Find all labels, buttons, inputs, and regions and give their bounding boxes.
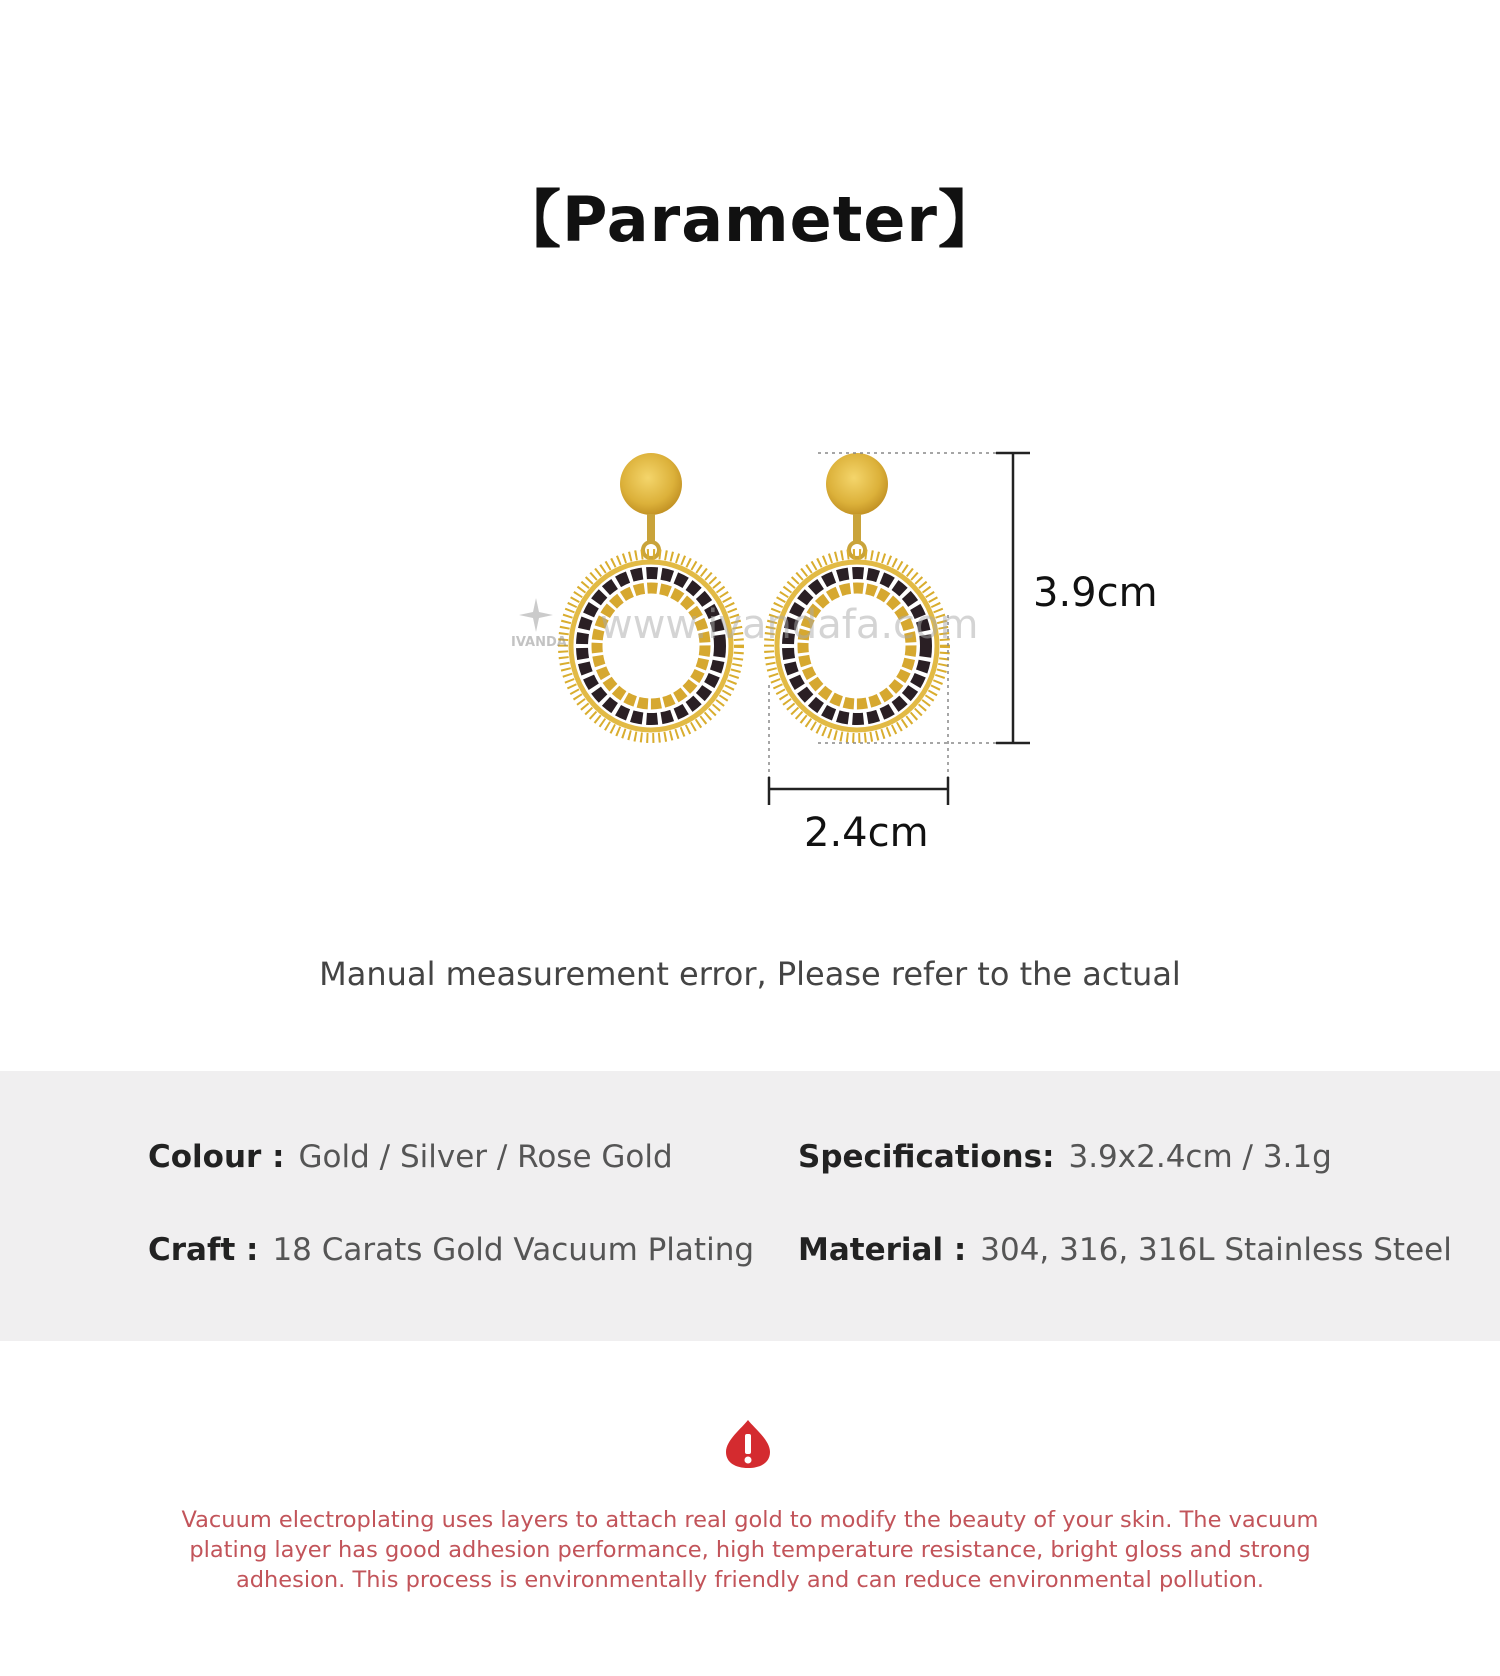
earring-right: [769, 453, 945, 738]
page-title: 【Parameter】: [499, 183, 1001, 256]
spec-craft-label: Craft :: [148, 1232, 259, 1268]
spec-specifications-value: 3.9x2.4cm / 3.1g: [1068, 1139, 1332, 1175]
spec-colour-label: Colour :: [148, 1139, 285, 1175]
spec-craft-value: 18 Carats Gold Vacuum Plating: [272, 1232, 755, 1268]
exclamation-icon: [724, 1418, 772, 1470]
watermark-brand: IVANDA: [511, 635, 567, 650]
spec-specifications-label: Specifications:: [798, 1139, 1055, 1175]
earring-left: [563, 453, 739, 738]
spec-craft: [148, 1232, 754, 1268]
width-label: 2.4cm: [804, 810, 929, 856]
height-measure: [996, 453, 1030, 743]
watermark-site: www.ivandafa.com: [600, 602, 979, 648]
spec-specifications: [798, 1139, 1332, 1175]
plating-warning-text: Vacuum electroplating uses layers to attach real gold to modify the beauty of your skin. The vacuum plating layer has good adhesion performance, high temperature resistance, bright gloss and strong adhesion. This process is environmentally friendly and can reduce environmental pollution.: [181, 1507, 1319, 1593]
spec-material-label: Material :: [798, 1232, 967, 1268]
spec-colour: [148, 1139, 673, 1175]
width-measure: [769, 777, 948, 805]
spec-colour-value: Gold / Silver / Rose Gold: [298, 1139, 673, 1175]
height-label: 3.9cm: [1033, 570, 1158, 616]
measurement-note: Manual measurement error, Please refer to the actual: [319, 955, 1181, 993]
spec-material: [798, 1232, 1452, 1268]
spec-panel: [0, 1071, 1500, 1341]
spec-material-value: 304, 316, 316L Stainless Steel: [980, 1232, 1452, 1268]
